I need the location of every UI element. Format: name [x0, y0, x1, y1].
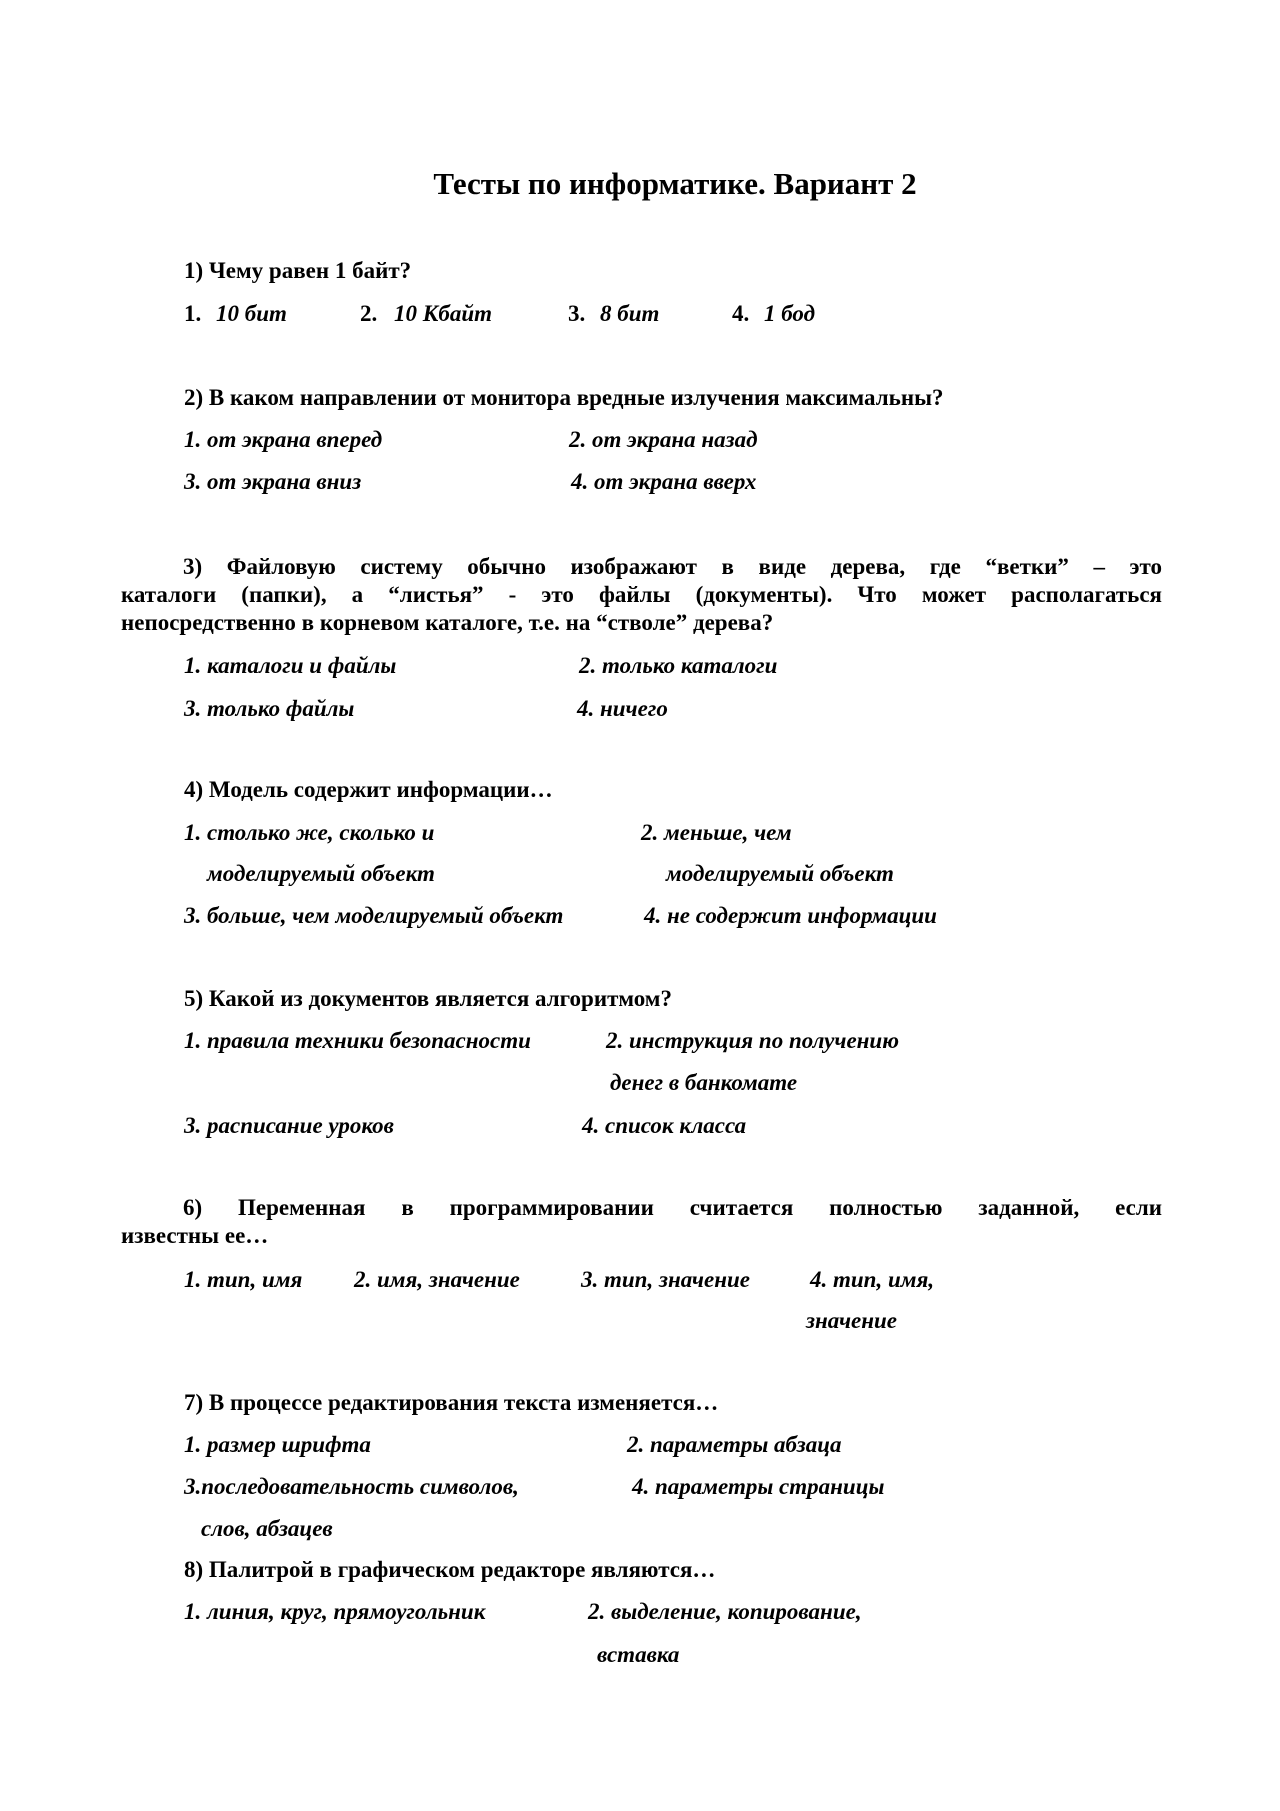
- answer-5-4: 4. список класса: [582, 1113, 747, 1138]
- answer-8-2: 2. выделение, копирование,: [588, 1599, 862, 1624]
- question-6-line-2: известны ее…: [121, 1223, 269, 1248]
- answer-1-2-number: 2.: [360, 301, 378, 326]
- question-3: [121, 553, 1162, 637]
- answer-4-3: 3. больше, чем моделируемый объект: [184, 903, 564, 928]
- question-3-line-3: непосредственно в корневом каталоге, т.е. на “стволе” дерева?: [121, 610, 774, 635]
- answer-4-4: 4. не содержит информации: [644, 903, 937, 928]
- question-6-line-1: 6) Переменная в программировании считается полностью заданной, если: [183, 1195, 1162, 1220]
- answer-3-1: 1. каталоги и файлы: [184, 653, 397, 678]
- answer-6-4: 4. тип, имя,: [810, 1267, 935, 1292]
- answer-6-3: 3. тип, значение: [581, 1267, 750, 1292]
- answer-5-1: 1. правила техники безопасности: [184, 1028, 531, 1053]
- answer-1-3: 8 бит: [600, 301, 660, 326]
- answer-3-4: 4. ничего: [577, 696, 668, 721]
- answer-6-2: 2. имя, значение: [354, 1267, 520, 1292]
- answer-2-4: 4. от экрана вверх: [571, 469, 757, 494]
- answer-7-3: 3.последовательность символов,: [184, 1474, 519, 1499]
- answer-5-2-continued: денег в банкомате: [610, 1070, 798, 1095]
- answer-4-1: 1. столько же, сколько и: [184, 820, 435, 845]
- answer-7-3-continued: слов, абзацев: [201, 1516, 333, 1541]
- question-4: 4) Модель содержит информации…: [184, 777, 553, 802]
- page-title: Тесты по информатике. Вариант 2: [433, 166, 917, 201]
- answer-3-2: 2. только каталоги: [579, 653, 778, 678]
- answer-7-1: 1. размер шрифта: [184, 1432, 371, 1457]
- question-3-line-2: каталоги (папки), а “листья” - это файлы (документы). Что может располагаться: [121, 582, 1162, 607]
- answer-1-1-number: 1.: [184, 301, 202, 326]
- question-5: 5) Какой из документов является алгоритмом?: [184, 986, 672, 1011]
- answer-6-4-continued: значение: [806, 1308, 897, 1333]
- question-8: 8) Палитрой в графическом редакторе являются…: [184, 1557, 716, 1582]
- answer-1-4-number: 4.: [732, 301, 750, 326]
- answer-7-2: 2. параметры абзаца: [627, 1432, 842, 1457]
- answer-1-2: 10 Кбайт: [394, 301, 493, 326]
- question-7: 7) В процессе редактирования текста изменяется…: [184, 1390, 719, 1415]
- answer-1-1: 10 бит: [216, 301, 287, 326]
- question-1: 1) Чему равен 1 байт?: [184, 258, 412, 283]
- answer-6-1: 1. тип, имя: [184, 1267, 303, 1292]
- answer-4-2-continued: моделируемый объект: [666, 861, 894, 886]
- answer-2-2: 2. от экрана назад: [569, 427, 758, 452]
- question-2: 2) В каком направлении от монитора вредные излучения максимальны?: [184, 385, 944, 410]
- question-6: [121, 1194, 1162, 1250]
- answer-2-3: 3. от экрана вниз: [184, 469, 362, 494]
- question-3-line-1: 3) Файловую систему обычно изображают в виде дерева, где “ветки” – это: [183, 554, 1162, 579]
- answer-1-3-number: 3.: [568, 301, 586, 326]
- answer-8-2-continued: вставка: [597, 1642, 680, 1667]
- answer-5-2: 2. инструкция по получению: [606, 1028, 900, 1053]
- answer-4-1-continued: моделируемый объект: [207, 861, 435, 886]
- answer-5-3: 3. расписание уроков: [184, 1113, 394, 1138]
- answer-3-3: 3. только файлы: [184, 696, 355, 721]
- answer-1-4: 1 бод: [764, 301, 816, 326]
- answer-2-1: 1. от экрана вперед: [184, 427, 383, 452]
- answer-4-2: 2. меньше, чем: [641, 820, 792, 845]
- answer-8-1: 1. линия, круг, прямоугольник: [184, 1599, 486, 1624]
- answer-7-4: 4. параметры страницы: [632, 1474, 885, 1499]
